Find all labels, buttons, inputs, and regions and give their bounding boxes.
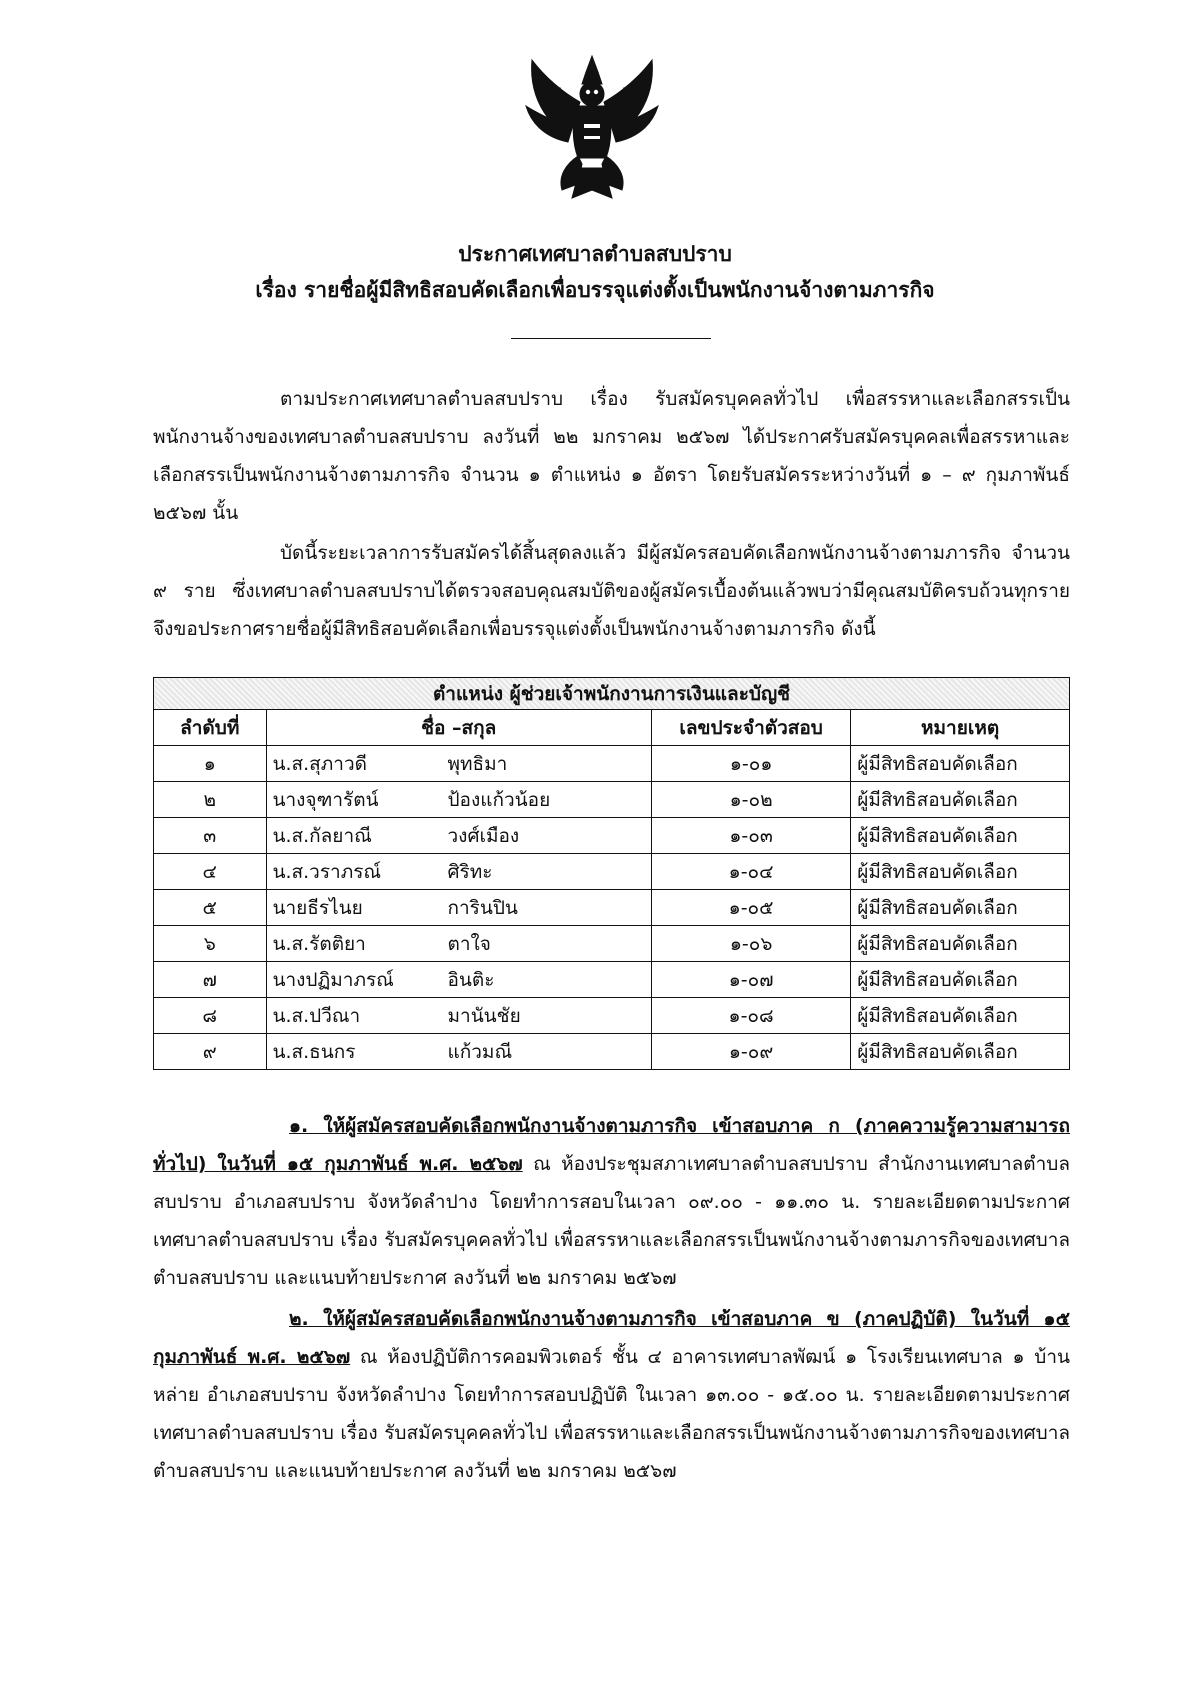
- first-name: น.ส.กัลยาณี: [272, 824, 372, 847]
- document-subject: เรื่อง รายชื่อผู้มีสิทธิสอบคัดเลือกเพื่อบรรจุแต่งตั้งเป็นพนักงานจ้างตามภารกิจ: [255, 278, 935, 302]
- paragraph-announcement: บัดนี้ระยะเวลาการรับสมัครได้สิ้นสุดลงแล้ว มีผู้สมัครสอบคัดเลือกพนักงานจ้างตามภารกิจ จำนวน ๙ ราย ซึ่งเทศบาลตำบลสบปราบได้ตรวจสอบคุณสมบัติของผู้สมัครเบื้องต้นแล้วพบว่ามีคุณสมบัติครบถ้วนทุกราย จึงขอประกาศรายชื่อผู้มีสิทธิสอบคัดเลือกเพื่อบรรจุแต่งตั้งเป็นพนักงานจ้างตามภารกิจ ดังนี้: [153, 542, 1070, 640]
- row-exam-id: ๑-๐๖: [651, 926, 850, 962]
- row-no: ๘: [154, 998, 267, 1034]
- table-row: [154, 998, 1070, 1034]
- last-name: อินติะ: [447, 968, 495, 991]
- table-row: [154, 962, 1070, 998]
- row-name: [266, 998, 651, 1034]
- first-name: น.ส.รัตติยา: [272, 932, 366, 955]
- row-exam-id: ๑-๐๔: [651, 854, 850, 890]
- paragraph-exam-part-a: [153, 1107, 1070, 1297]
- row-no: ๑: [154, 746, 267, 782]
- table-row: [154, 890, 1070, 926]
- last-name: ศิริทะ: [447, 860, 493, 883]
- row-exam-id: ๑-๐๒: [651, 782, 850, 818]
- row-name: [266, 782, 651, 818]
- row-exam-id: ๑-๐๑: [651, 746, 850, 782]
- page-title: ประกาศเทศบาลตำบลสบปราบ: [458, 242, 732, 266]
- first-name: นางจุฑารัตน์: [272, 788, 379, 811]
- exam-part-b-details: ณ ห้องปฏิบัติการคอมพิวเตอร์ ชั้น ๔ อาคารเทศบาลพัฒน์ ๑ โรงเรียนเทศบาล ๑ บ้านหล่าย อำเภอสบปราบ จังหวัดลำปาง โดยทำการสอบปฏิบัติ ในเวลา ๑๓.๐๐ - ๑๕.๐๐ น. รายละเอียดตามประกาศเทศบาลตำบลสบปราบ เรื่อง รับสมัครบุคคลทั่วไป เพื่อสรรหาและเลือกสรรเป็นพนักงานจ้างตามภารกิจของเทศบาลตำบลสบปราบ และแนบท้ายประกาศ ลงวันที่ ๒๒ มกราคม ๒๕๖๗: [153, 1346, 1070, 1482]
- table-row: [154, 782, 1070, 818]
- row-note: ผู้มีสิทธิสอบคัดเลือก: [851, 998, 1070, 1034]
- row-exam-id: ๑-๐๙: [651, 1034, 850, 1070]
- row-note: ผู้มีสิทธิสอบคัดเลือก: [851, 818, 1070, 854]
- row-note: ผู้มีสิทธิสอบคัดเลือก: [851, 926, 1070, 962]
- row-exam-id: ๑-๐๓: [651, 818, 850, 854]
- paragraph-intro: ตามประกาศเทศบาลตำบลสบปราบ เรื่อง รับสมัครบุคคลทั่วไป เพื่อสรรหาและเลือกสรรเป็นพนักงานจ้างของเทศบาลตำบลสบปราบ ลงวันที่ ๒๒ มกราคม ๒๕๖๗ ได้ประกาศรับสมัครบุคคลเพื่อสรรหาและเลือกสรรเป็นพนักงานจ้างตามภารกิจ จำนวน ๑ ตำแหน่ง ๑ อัตรา โดยรับสมัครระหว่างวันที่ ๑ – ๙ กุมภาพันธ์ ๒๕๖๗ นั้น: [153, 388, 1070, 524]
- last-name: มานันชัย: [447, 1004, 521, 1027]
- first-name: น.ส.ธนกร: [272, 1040, 356, 1063]
- table-row: [154, 1034, 1070, 1070]
- header-note: หมายเหตุ: [851, 710, 1070, 746]
- last-name: การินปิน: [447, 896, 518, 919]
- row-name: [266, 854, 651, 890]
- row-note: ผู้มีสิทธิสอบคัดเลือก: [851, 854, 1070, 890]
- exam-part-a-details: ณ ห้องประชุมสภาเทศบาลตำบลสบปราบ สำนักงานเทศบาลตำบลสบปราบ อำเภอสบปราบ จังหวัดลำปาง โดยทำการสอบในเวลา ๐๙.๐๐ - ๑๑.๓๐ น. รายละเอียดตามประกาศเทศบาลตำบลสบปราบ เรื่อง รับสมัครบุคคลทั่วไป เพื่อสรรหาและเลือกสรรเป็นพนักงานจ้างตามภารกิจของเทศบาลตำบลสบปราบ และแนบท้ายประกาศ ลงวันที่ ๒๒ มกราคม ๒๕๖๗: [153, 1153, 1070, 1289]
- row-name: [266, 926, 651, 962]
- first-name: น.ส.สุภาวดี: [272, 752, 367, 775]
- table-header-row: [154, 710, 1070, 746]
- last-name: ตาใจ: [447, 932, 491, 955]
- last-name: แก้วมณี: [447, 1040, 513, 1063]
- paragraph-exam-part-b: [153, 1300, 1070, 1490]
- row-note: ผู้มีสิทธิสอบคัดเลือก: [851, 746, 1070, 782]
- header-name: ชื่อ –สกุล: [266, 710, 651, 746]
- garuda-emblem-icon: [522, 52, 662, 202]
- table-row: [154, 818, 1070, 854]
- row-no: ๕: [154, 890, 267, 926]
- row-name: [266, 890, 651, 926]
- row-exam-id: ๑-๐๗: [651, 962, 850, 998]
- table-row: [154, 926, 1070, 962]
- row-name: [266, 962, 651, 998]
- position-row: [154, 678, 1070, 710]
- last-name: พุทธิมา: [447, 752, 508, 775]
- row-exam-id: ๑-๐๕: [651, 890, 850, 926]
- row-name: [266, 1034, 651, 1070]
- candidates-table: [153, 677, 1070, 1070]
- row-no: ๖: [154, 926, 267, 962]
- position-title: ตำแหน่ง ผู้ช่วยเจ้าพนักงานการเงินและบัญชี: [154, 678, 1070, 710]
- row-no: ๗: [154, 962, 267, 998]
- row-exam-id: ๑-๐๘: [651, 998, 850, 1034]
- row-name: [266, 746, 651, 782]
- row-note: ผู้มีสิทธิสอบคัดเลือก: [851, 782, 1070, 818]
- last-name: วงศ์เมือง: [447, 824, 520, 847]
- table-row: [154, 854, 1070, 890]
- last-name: ป้องแก้วน้อย: [447, 788, 551, 811]
- row-no: ๔: [154, 854, 267, 890]
- title-divider: [511, 338, 711, 339]
- header-exam-id: เลขประจำตัวสอบ: [651, 710, 850, 746]
- exam-part-a-heading: ๑. ให้ผู้สมัครสอบคัดเลือกพนักงานจ้างตามภารกิจ เข้าสอบภาค ก (ภาคความรู้ความสามารถทั่วไป) ในวันที่ ๑๕ กุมภาพันธ์ พ.ศ. ๒๕๖๗: [153, 1115, 1070, 1175]
- row-no: ๓: [154, 818, 267, 854]
- exam-part-b-heading: ๒. ให้ผู้สมัครสอบคัดเลือกพนักงานจ้างตามภารกิจ เข้าสอบภาค ข (ภาคปฏิบัติ) ในวันที่ ๑๕ กุมภาพันธ์ พ.ศ. ๒๕๖๗: [153, 1308, 1070, 1368]
- row-no: ๙: [154, 1034, 267, 1070]
- row-no: ๒: [154, 782, 267, 818]
- row-note: ผู้มีสิทธิสอบคัดเลือก: [851, 962, 1070, 998]
- first-name: นายธีรไนย: [272, 896, 363, 919]
- row-name: [266, 818, 651, 854]
- row-note: ผู้มีสิทธิสอบคัดเลือก: [851, 1034, 1070, 1070]
- first-name: น.ส.ปวีณา: [272, 1004, 361, 1027]
- first-name: นางปฏิมาภรณ์: [272, 968, 394, 991]
- header-no: ลำดับที่: [154, 710, 267, 746]
- row-note: ผู้มีสิทธิสอบคัดเลือก: [851, 890, 1070, 926]
- table-row: [154, 746, 1070, 782]
- first-name: น.ส.วราภรณ์: [272, 860, 382, 883]
